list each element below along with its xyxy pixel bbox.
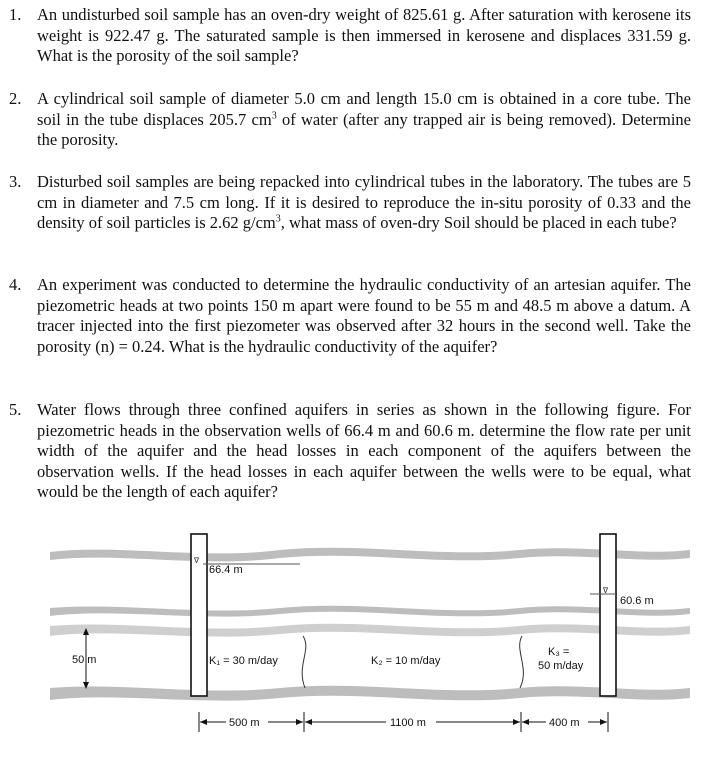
k3-label-line1: K₃ =	[548, 646, 570, 658]
arrowhead	[305, 719, 312, 725]
length-1-label: 500 m	[229, 717, 260, 729]
question-text-part: Disturbed soil samples are being repacked into cylindrical tubes in the laboratory. The tubes are 5 cm in diameter and 7.5 cm long. If it is desired to reproduce the in-situ porosity of 0.33 and the density of soil particles is 2.62 g/cm	[37, 172, 691, 232]
question-number: 3.	[9, 172, 22, 191]
question-text-part: , what mass of oven-dry Soil should be placed in each tube?	[280, 213, 677, 232]
arrowhead	[600, 719, 607, 725]
arrowhead	[200, 719, 207, 725]
aquifer-diagram	[0, 520, 722, 755]
bottom-confining-layer	[50, 686, 690, 701]
aquifer-figure	[0, 520, 722, 755]
top-confining-layer	[50, 548, 690, 562]
aquifer-boundary-1	[302, 636, 306, 688]
superscript: 3	[275, 213, 281, 225]
length-3-label: 400 m	[549, 717, 580, 729]
arrowhead	[296, 719, 303, 725]
water-level-icon: ∇	[603, 586, 609, 595]
arrowhead	[513, 719, 520, 725]
question-text-part: A cylindrical soil sample of diameter 5.0 cm and length 15.0 cm is obtained in a core tube. The soil in the tube displaces 205.7 cm	[37, 89, 691, 129]
question-text: An undisturbed soil sample has an oven-dry weight of 825.61 g. After saturation with kerosene its weight is 922.47 g. The saturated sample is then immersed in kerosene and displaces 331.59 g. What is the porosity of the soil sample?	[37, 5, 691, 65]
water-level-icon: ∇	[194, 556, 200, 565]
k3-label-line2: 50 m/day	[538, 660, 584, 672]
superscript: 3	[271, 110, 277, 121]
head-right-label: 60.6 m	[620, 595, 654, 607]
question-number: 4.	[9, 275, 22, 294]
length-2-label: 1100 m	[390, 717, 426, 729]
aquifer-boundary-2	[520, 636, 524, 688]
question-text: An experiment was conducted to determine the hydraulic conductivity of an artesian aquifer. The piezometric heads at two points 150 m apart were found to be 55 m and 48.5 m above a datum. A tracer injected into the first piezometer was observed after 32 hours in the second well. Take the porosity (n) = 0.24. What is the hydraulic conductivity of the aquifer?	[37, 275, 691, 356]
question-number: 5.	[9, 400, 22, 419]
question-text: Water flows through three confined aquifers in series as shown in the following figure. For piezometric heads in the observation wells of 66.4 m and 60.6 m. determine the flow rate per unit width of the aquifer and the head losses in each component of the aquifers between the observation wells. If the head losses in each aquifer between the wells were to be equal, what would be the length of each aquifer?	[37, 400, 691, 501]
middle-layer-boundary	[50, 606, 690, 617]
question-number: 1.	[9, 5, 22, 24]
question-text-part: of water (after any trapped air is being removed). Determine the porosity.	[37, 109, 691, 149]
k1-label: K₁ = 30 m/day	[209, 655, 278, 667]
head-left-label: 66.4 m	[209, 564, 243, 576]
thickness-label: 50 m	[72, 654, 97, 666]
k2-label: K₂ = 10 m/day	[371, 655, 441, 667]
question-text	[37, 172, 691, 234]
question-number: 2.	[9, 89, 22, 108]
question-text	[37, 89, 691, 151]
arrowhead	[522, 719, 529, 725]
lower-confining-top	[50, 624, 690, 637]
right-observation-well	[600, 534, 616, 696]
